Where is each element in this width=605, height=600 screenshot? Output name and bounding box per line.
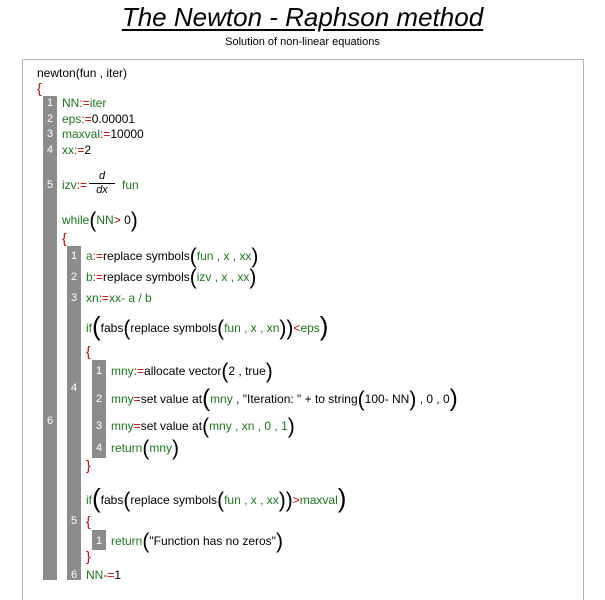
line-number: 6 [70,569,78,581]
if2-close-brace: } [86,548,91,564]
line-number: 4 [46,144,54,156]
outer-gutter [43,96,57,580]
page-subtitle: Solution of non-linear equations [225,36,380,48]
while-line-6: NN-=1 [86,568,122,582]
if1-line-1: mny:=allocate vector(2 , true) [111,360,273,383]
code-line-2: eps:=0.00001 [62,112,136,126]
line-number: 1 [70,250,78,262]
if1-close-brace: } [86,457,91,473]
outer-open-brace: { [37,80,42,96]
if1-open-brace: { [86,343,91,359]
line-number: 1 [95,535,103,547]
while-open-brace: { [62,230,67,246]
line-number: 4 [95,442,103,454]
code-line-4: xx:=2 [62,143,92,157]
code-line-1: NN:=iter [62,96,107,110]
if-statement-2: if(fabs(replace symbols(fun , x , xx))>maxval) [86,483,347,513]
line-number: 2 [70,271,78,283]
while-statement: while(NN> 0) [62,209,138,232]
if-statement-1: if(fabs(replace symbols(fun , x , xn))<eps) [86,311,329,341]
if2-open-brace: { [86,513,91,529]
line-number: 3 [95,420,103,432]
derivative-function: fun [122,178,139,192]
while-line-3: xn:=xx- a / b [86,291,152,305]
function-header: newton(fun , iter) [37,66,128,80]
while-line-2: b:=replace symbols(izv , x , xx) [86,266,257,289]
if2-line-1: return("Function has no zeros") [111,530,283,553]
if1-line-3: mny=set value at(mny , xn , 0 , 1) [111,415,295,438]
line-number: 6 [46,415,54,427]
if1-line-4: return(mny) [111,437,180,460]
line-number: 1 [95,365,103,377]
line-number: 2 [95,393,103,405]
derivative-fraction: $\frac{d}{dx}$ [89,170,115,196]
line-number: 4 [70,382,78,394]
line-number: 3 [46,128,54,140]
if1-line-2: mny=set value at(mny , "Iteration: " + to string(100- NN) , 0 , 0) [111,385,458,412]
line-number: 5 [70,515,78,527]
while-line-1: a:=replace symbols(fun , x , xx) [86,245,259,268]
line-number: 3 [70,292,78,304]
code-line-5: izv:= [62,178,88,192]
line-number: 1 [46,97,54,109]
line-number: 2 [46,113,54,125]
code-line-3: maxval:=10000 [62,127,144,141]
page-title: The Newton - Raphson method [121,2,484,32]
line-number: 5 [46,179,54,191]
